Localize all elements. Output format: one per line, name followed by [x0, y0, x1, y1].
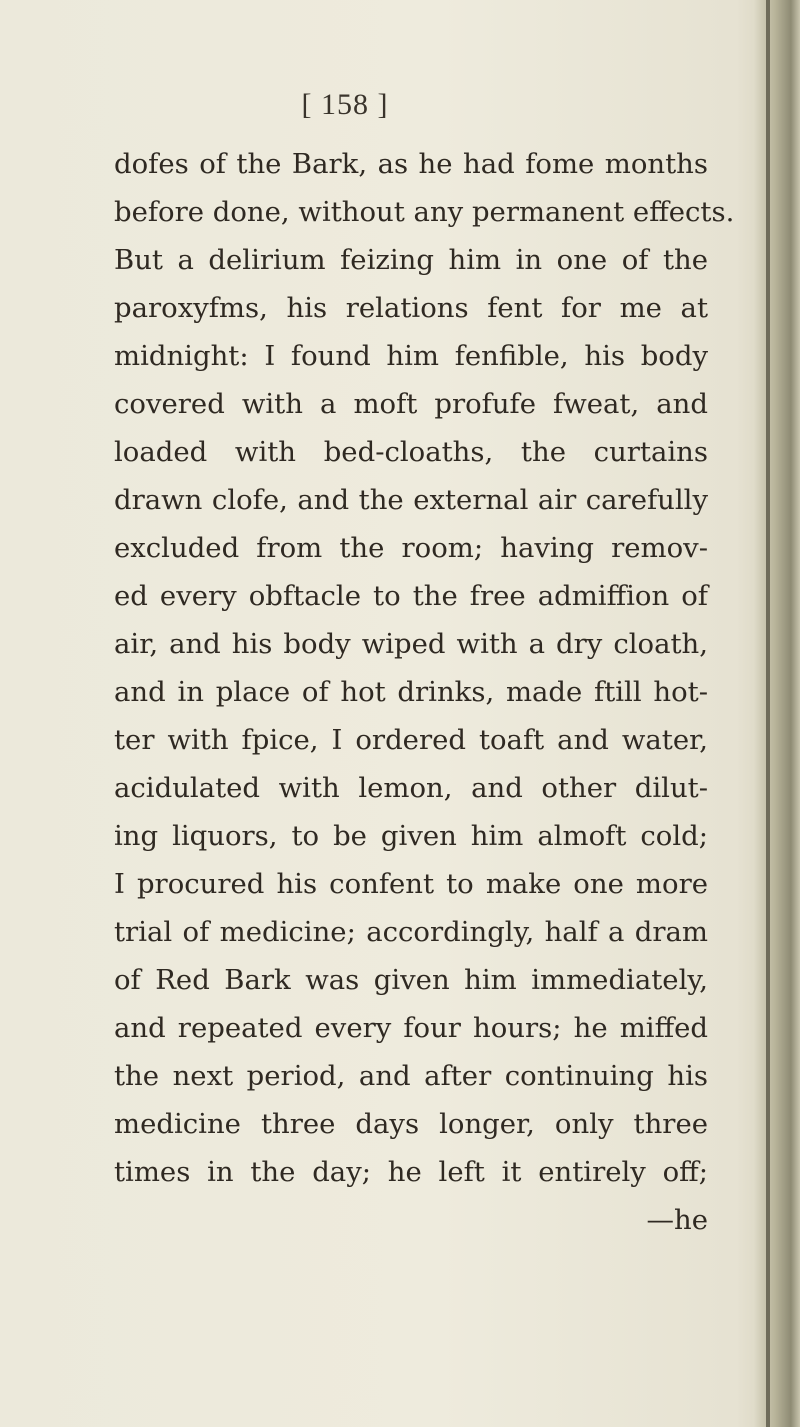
text-line: before done, without any permanent effects.: [114, 196, 735, 228]
text-line: of Red Bark was given him immediately,: [114, 964, 708, 996]
page-gutter-shadow: [754, 0, 800, 1427]
text-line: drawn clofe, and the external air carefully: [114, 484, 708, 516]
text-line: dofes of the Bark, as he had fome months: [114, 148, 708, 180]
text-line: But a delirium feizing him in one of the: [114, 244, 708, 276]
text-line: trial of medicine; accordingly, half a dram: [114, 916, 708, 948]
page-number: [ 158 ]: [301, 88, 389, 121]
text-line: loaded with bed-cloaths, the curtains: [114, 436, 708, 468]
text-line: midnight: I found him fenfible, his body: [114, 340, 708, 372]
text-line: and repeated every four hours; he miffed: [114, 1012, 708, 1044]
body-text: [114, 140, 735, 1244]
text-line: air, and his body wiped with a dry cloath,: [114, 628, 708, 660]
text-line: the next period, and after continuing his: [114, 1060, 708, 1092]
text-line: excluded from the room; having remov-: [114, 532, 708, 564]
text-line: I procured his confent to make one more: [114, 868, 708, 900]
text-line: ed every obftacle to the free admiffion of: [114, 580, 708, 612]
page-edge-line: [766, 0, 770, 1427]
text-line: ter with fpice, I ordered toaft and water,: [114, 724, 708, 756]
text-line: acidulated with lemon, and other dilut-: [114, 772, 708, 804]
text-line: times in the day; he left it entirely off;: [114, 1156, 708, 1188]
text-line: covered with a moft profufe fweat, and: [114, 388, 708, 420]
text-line: and in place of hot drinks, made ftill hot-: [114, 676, 708, 708]
catchword: —he: [646, 1204, 708, 1236]
text-line: paroxyfms, his relations fent for me at: [114, 292, 708, 324]
text-line: ing liquors, to be given him almoft cold;: [114, 820, 708, 852]
text-line: medicine three days longer, only three: [114, 1108, 708, 1140]
